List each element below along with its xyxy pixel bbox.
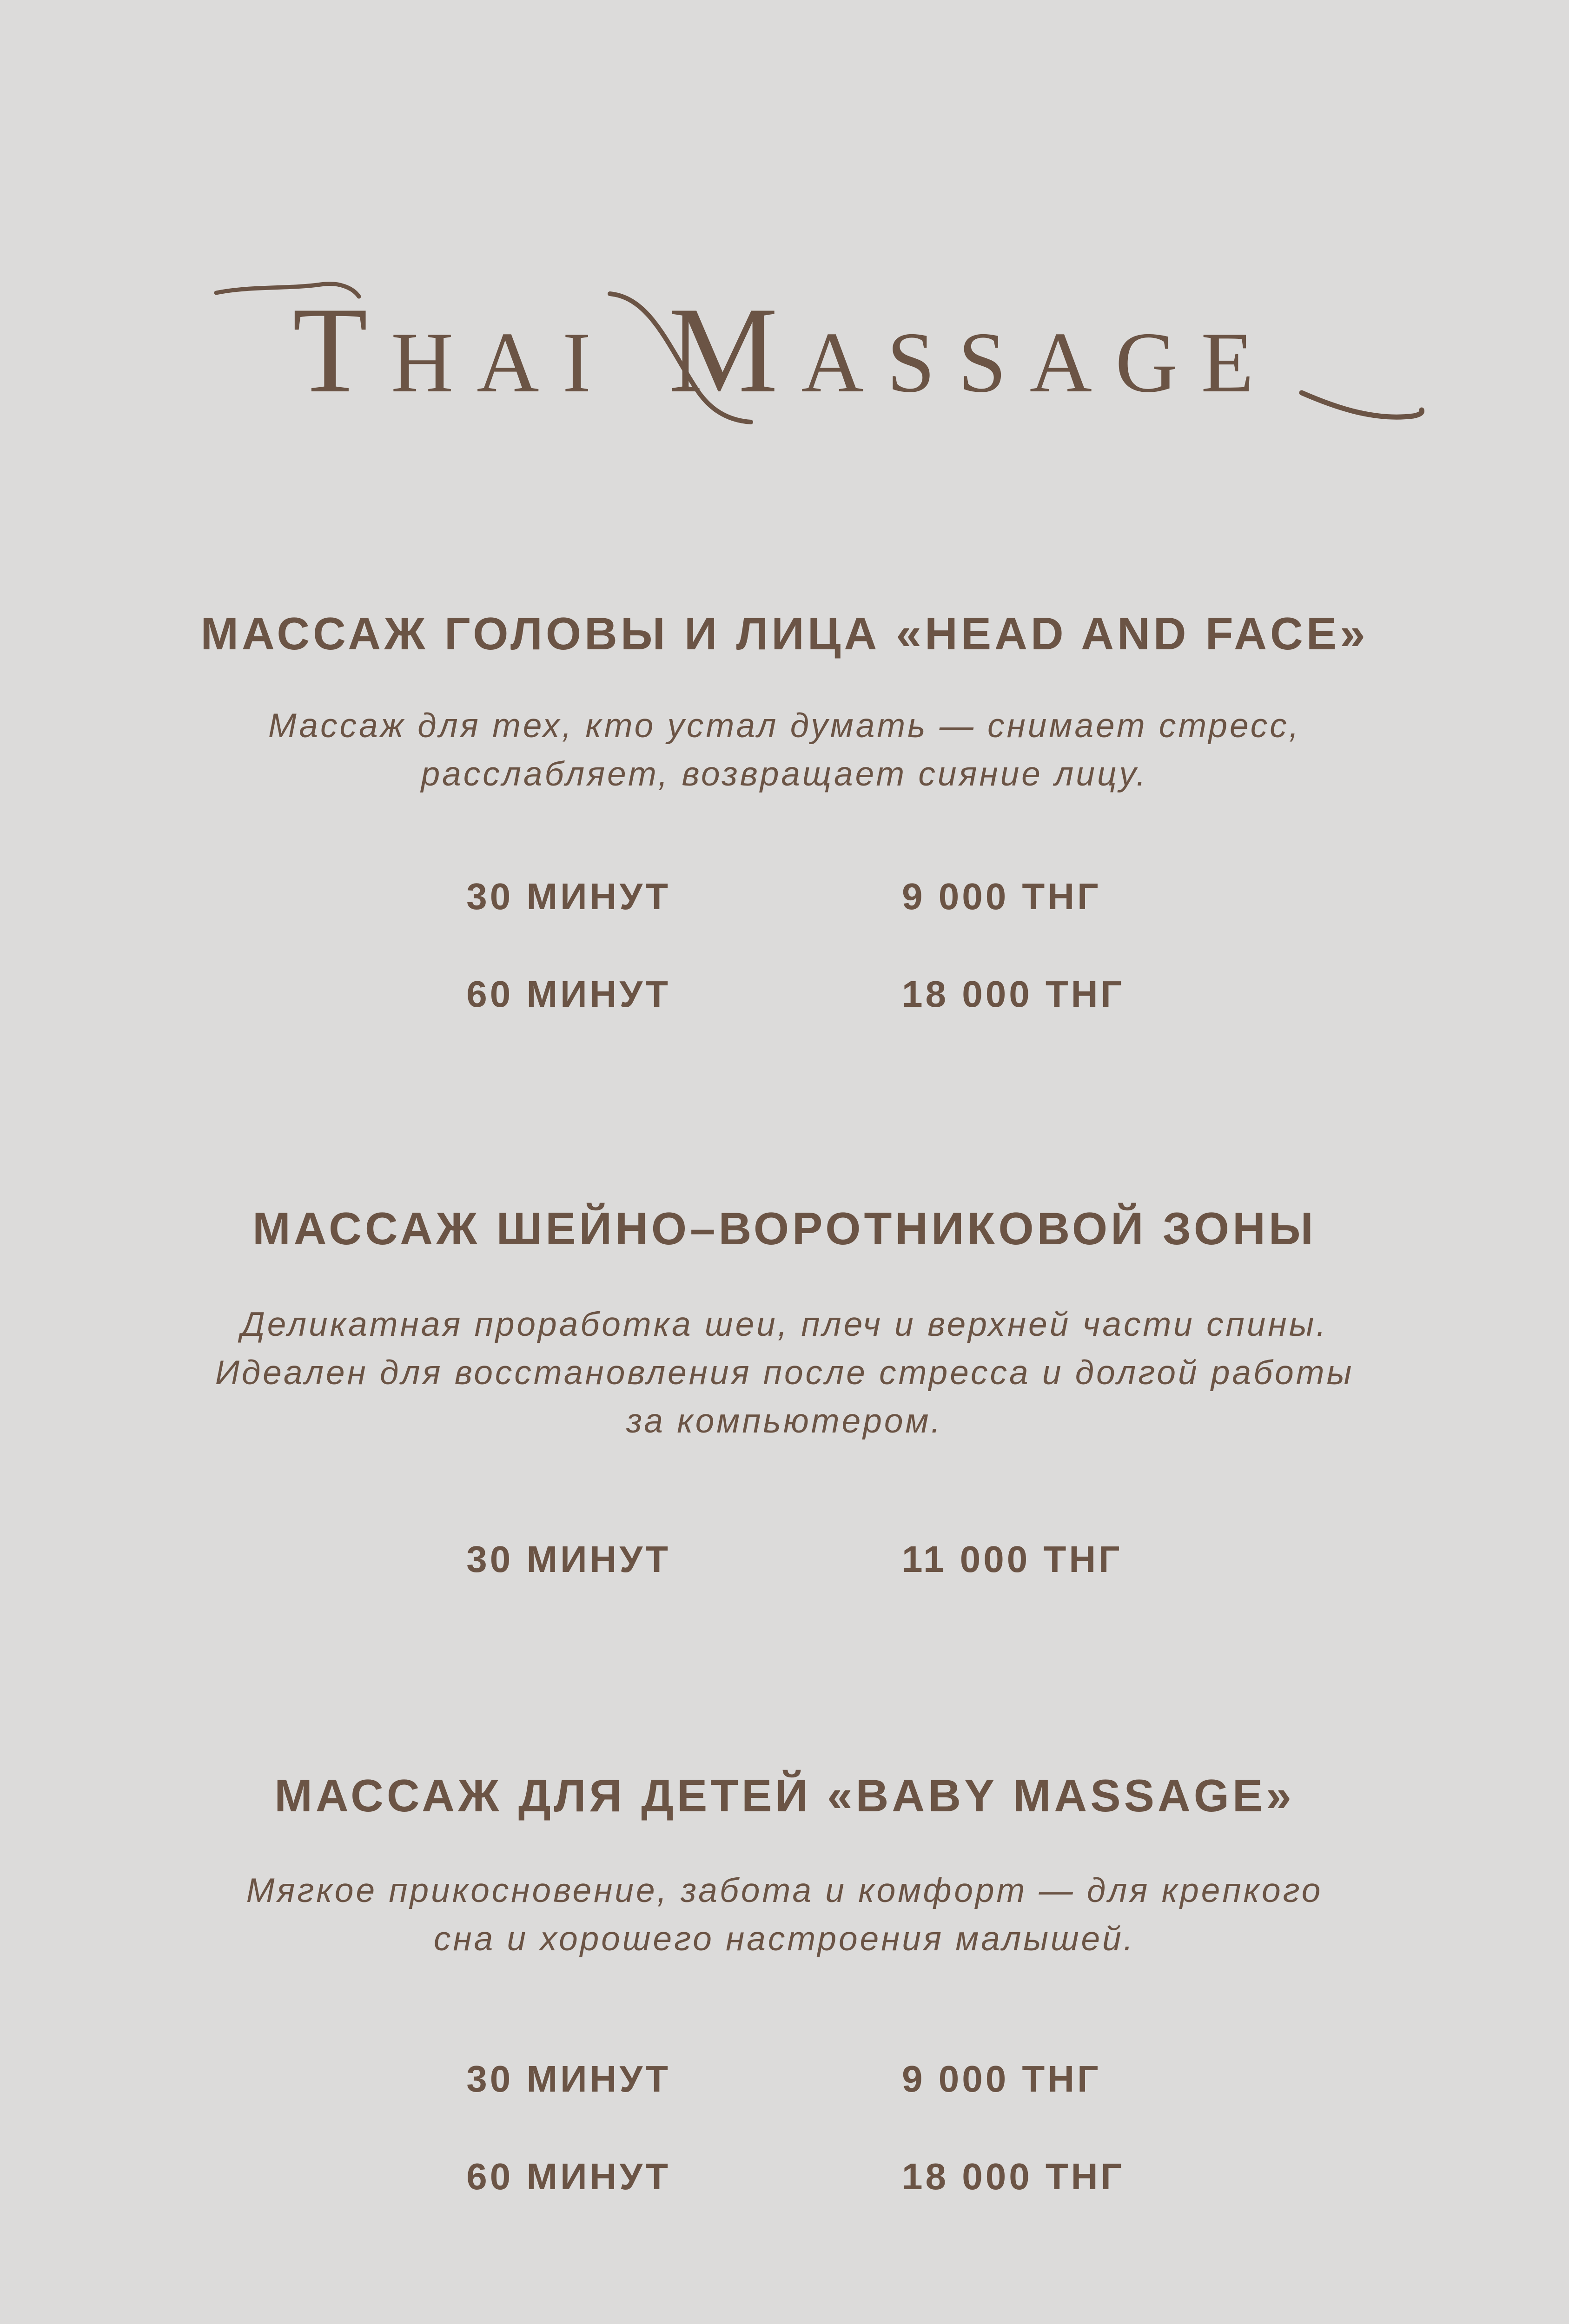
price-label: 18 000 ТНГ [902, 973, 1125, 1015]
service-title: МАССАЖ ГОЛОВЫ И ЛИЦА «HEAD AND FACE» [200, 608, 1369, 659]
service-description-line: Идеален для восстановления после стресса и долгой работы [215, 1354, 1354, 1392]
service-title: МАССАЖ ШЕЙНО–ВОРОТНИКОВОЙ ЗОНЫ [252, 1203, 1317, 1254]
logo-text: Thai Massage [292, 282, 1277, 418]
price-row [0, 2058, 1569, 2100]
duration-label: 60 МИНУТ [466, 2156, 671, 2197]
duration-label: 30 МИНУТ [466, 876, 671, 917]
logo-flourish-right [1302, 393, 1422, 417]
service-title: МАССАЖ ДЛЯ ДЕТЕЙ «BABY MASSAGE» [274, 1770, 1295, 1821]
service-description-line: сна и хорошего настроения малышей. [433, 1920, 1136, 1958]
logo [0, 260, 1569, 446]
service-description [0, 702, 1569, 799]
price-row [0, 1538, 1569, 1580]
price-row [0, 973, 1569, 1015]
service-description-line: за компьютером. [626, 1402, 943, 1440]
service-description-line: расслабляет, возвращает сияние лицу. [421, 755, 1148, 793]
price-label: 18 000 ТНГ [902, 2156, 1125, 2197]
duration-label: 60 МИНУТ [466, 973, 671, 1015]
service-description [0, 1301, 1569, 1446]
duration-label: 30 МИНУТ [466, 1538, 671, 1580]
duration-label: 30 МИНУТ [466, 2058, 671, 2100]
price-label: 9 000 ТНГ [902, 2058, 1101, 2100]
price-row [0, 876, 1569, 918]
service-description [0, 1867, 1569, 1963]
service-description-line: Деликатная проработка шеи, плеч и верхней части спины. [241, 1306, 1328, 1343]
logo-graphic [0, 260, 1569, 446]
price-label: 9 000 ТНГ [902, 876, 1101, 917]
service-description-line: Мягкое прикосновение, забота и комфорт — для крепкого [246, 1872, 1323, 1909]
price-label: 11 000 ТНГ [902, 1538, 1123, 1580]
price-row [0, 2156, 1569, 2198]
service-description-line: Массаж для тех, кто устал думать — снимает стресс, [268, 707, 1301, 745]
